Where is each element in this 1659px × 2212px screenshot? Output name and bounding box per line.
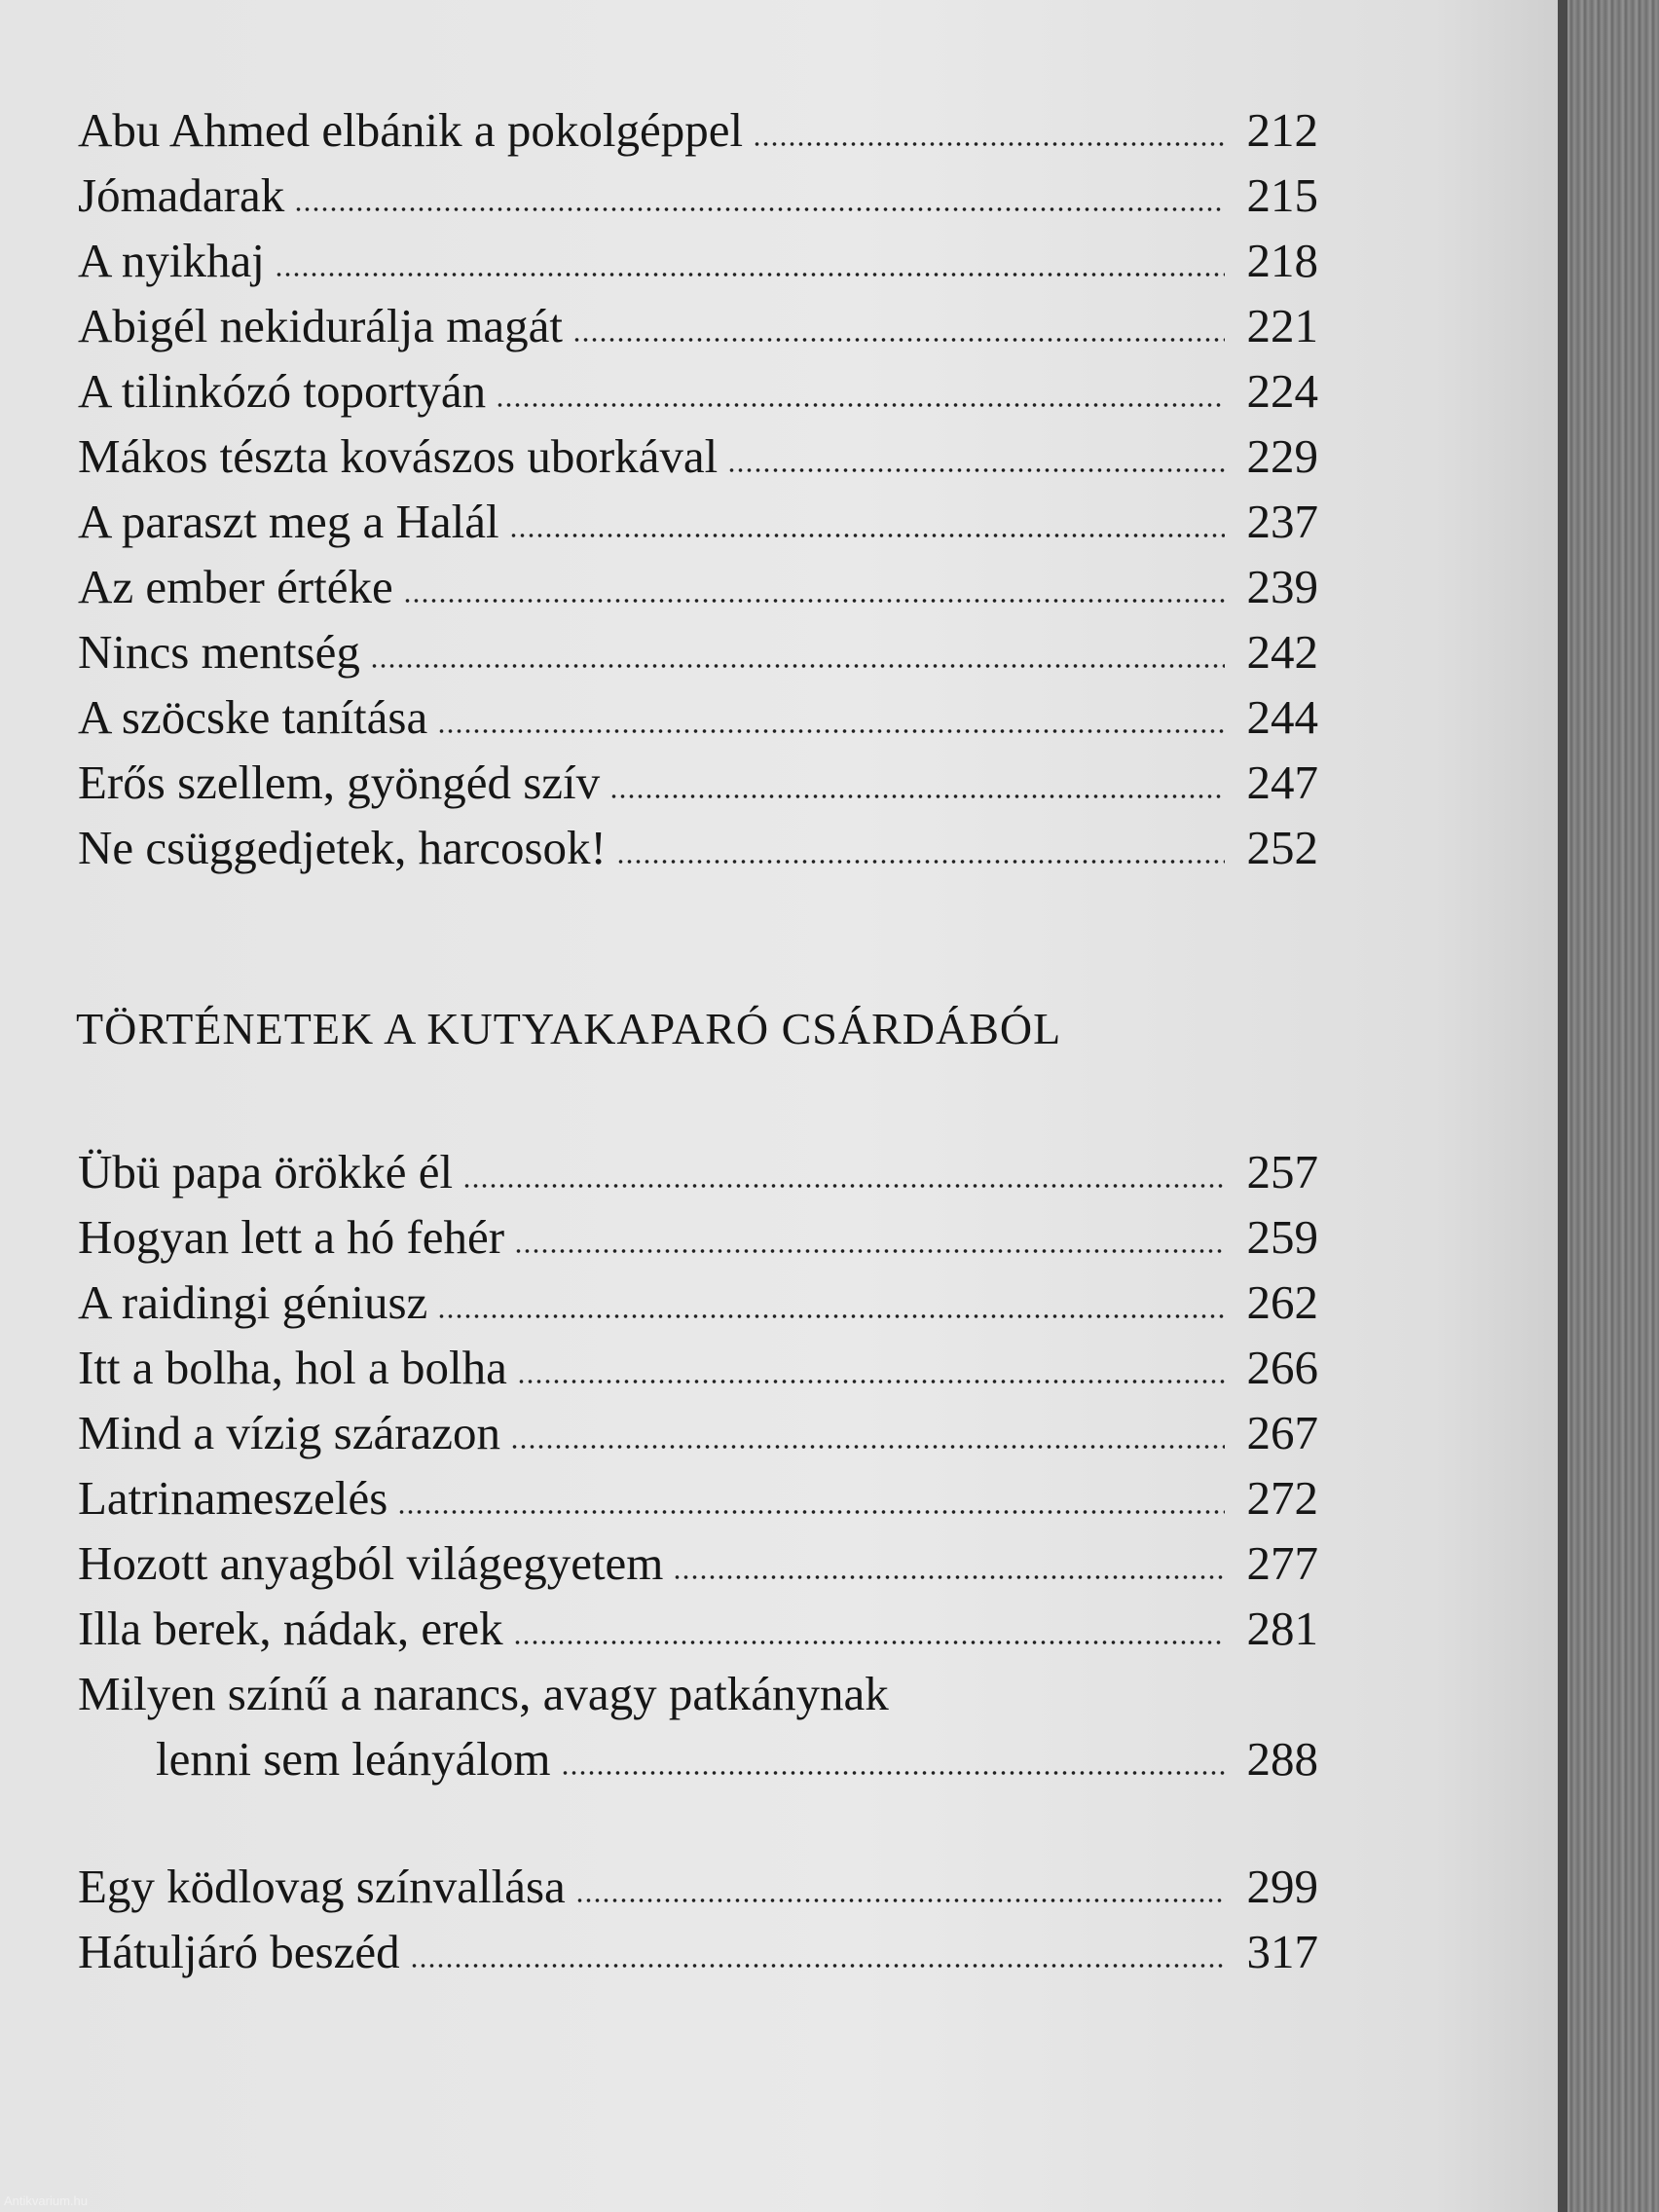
toc-entry-page: 299	[1246, 1860, 1318, 1913]
toc-entry-line2	[78, 1726, 1318, 1791]
toc-entry-title: Nincs mentség	[78, 625, 360, 679]
toc-entry	[78, 424, 1318, 489]
toc-entry	[78, 619, 1318, 684]
toc-entry-title: Az ember értéke	[78, 560, 393, 613]
toc-entry-page: 237	[1246, 495, 1318, 548]
toc-entry	[78, 684, 1318, 750]
toc-entry	[78, 1854, 1318, 1919]
dot-leader	[575, 1899, 1225, 1902]
toc-entry	[78, 750, 1318, 815]
toc-entry	[78, 1335, 1318, 1400]
toc-entry	[78, 815, 1318, 880]
toc-entry	[78, 1530, 1318, 1596]
toc-entry-title: Itt a bolha, hol a bolha	[78, 1341, 507, 1394]
toc-list-c	[78, 1854, 1318, 1984]
toc-entry-title: Abigél nekidurálja magát	[78, 299, 563, 352]
toc-list-a	[78, 97, 1318, 880]
toc-entry-title: Übü papa örökké él	[78, 1145, 454, 1198]
toc-entry-page: 218	[1246, 234, 1318, 287]
toc-entry	[78, 1270, 1318, 1335]
dot-leader	[513, 1641, 1225, 1644]
toc-entry-page: 277	[1246, 1536, 1318, 1590]
toc-entry-title: A paraszt meg a Halál	[78, 495, 499, 548]
dot-leader	[514, 1249, 1225, 1253]
page-edge	[1558, 0, 1659, 2212]
toc-entry-title: Hozott anyagból világegyetem	[78, 1536, 664, 1590]
toc-entry	[78, 97, 1318, 163]
toc-entry-page: 242	[1246, 625, 1318, 679]
toc-entry-title: Jómadarak	[78, 168, 285, 222]
toc-entry	[78, 1400, 1318, 1465]
dot-leader	[437, 1314, 1225, 1318]
toc-entry-title: A szöcske tanítása	[78, 690, 428, 744]
dot-leader	[572, 338, 1225, 342]
dot-leader	[561, 1771, 1226, 1775]
toc-entry-title: Egy ködlovag színvallása	[78, 1860, 566, 1913]
toc-entry	[78, 228, 1318, 293]
toc-entry-page: 262	[1246, 1275, 1318, 1329]
toc-entry	[78, 293, 1318, 358]
toc-entry-title: A raidingi géniusz	[78, 1275, 428, 1329]
dot-leader	[727, 468, 1225, 472]
toc-entry-line1	[78, 1661, 1318, 1726]
toc-entry-page: 247	[1246, 756, 1318, 809]
dot-leader	[294, 207, 1225, 211]
dot-leader	[410, 1964, 1225, 1968]
toc-entry-title: Ne csüggedjetek, harcosok!	[78, 821, 607, 874]
toc-entry-page: 212	[1246, 103, 1318, 157]
toc-entry	[78, 163, 1318, 228]
toc-entry-page: 281	[1246, 1602, 1318, 1655]
toc-entry-page: 215	[1246, 168, 1318, 222]
section-heading: TÖRTÉNETEK A KUTYAKAPARÓ CSÁRDÁBÓL	[76, 1004, 1062, 1053]
toc-entry-page: 267	[1246, 1406, 1318, 1459]
dot-leader	[616, 860, 1225, 864]
toc-entry-page: 259	[1246, 1210, 1318, 1264]
toc-entry-title: lenni sem leányálom	[156, 1732, 551, 1786]
toc-entry-page: 288	[1246, 1732, 1318, 1786]
toc-entry-page: 221	[1246, 299, 1318, 352]
toc-entry-title: Illa berek, nádak, erek	[78, 1602, 503, 1655]
dot-leader	[509, 534, 1225, 537]
dot-leader	[437, 729, 1225, 733]
toc-entry-page: 244	[1246, 690, 1318, 744]
toc-entry-page: 252	[1246, 821, 1318, 874]
dot-leader	[510, 1445, 1225, 1449]
toc-entry	[78, 358, 1318, 424]
toc-entry-page: 224	[1246, 364, 1318, 418]
toc-entry	[78, 554, 1318, 619]
dot-leader	[673, 1575, 1225, 1579]
toc-entry-title: Erős szellem, gyöngéd szív	[78, 756, 601, 809]
toc-entry-page: 239	[1246, 560, 1318, 613]
toc-entry-title: A tilinkózó toportyán	[78, 364, 487, 418]
toc-entry	[78, 1465, 1318, 1530]
toc-entry-title: Abu Ahmed elbánik a pokolgéppel	[78, 103, 744, 157]
dot-leader	[517, 1380, 1225, 1383]
watermark-text: Antikvarium.hu	[4, 2194, 88, 2208]
dot-leader	[609, 794, 1225, 798]
toc-entry-title: Milyen színű a narancs, avagy patkánynak	[78, 1667, 889, 1720]
toc-entry-page: 257	[1246, 1145, 1318, 1198]
toc-entry	[78, 489, 1318, 554]
toc-entry	[78, 1596, 1318, 1661]
toc-entry-title: Latrinameszelés	[78, 1471, 388, 1525]
toc-entry-title: Hogyan lett a hó fehér	[78, 1210, 505, 1264]
toc-entry-title: Hátuljáró beszéd	[78, 1925, 400, 1978]
toc-list-b	[78, 1139, 1318, 1791]
toc-entry-title: Mind a vízig szárazon	[78, 1406, 501, 1459]
toc-entry-page: 272	[1246, 1471, 1318, 1525]
dot-leader	[397, 1510, 1225, 1514]
toc-entry-title: A nyikhaj	[78, 234, 265, 287]
dot-leader	[370, 664, 1225, 668]
toc-entry	[78, 1204, 1318, 1270]
toc-entry	[78, 1919, 1318, 1984]
toc-entry-title: Mákos tészta kovászos uborkával	[78, 429, 719, 483]
dot-leader	[753, 142, 1225, 146]
toc-entry	[78, 1139, 1318, 1204]
toc-entry-page: 317	[1246, 1925, 1318, 1978]
dot-leader	[275, 273, 1225, 276]
dot-leader	[462, 1184, 1225, 1188]
dot-leader	[496, 403, 1225, 407]
toc-entry-page: 266	[1246, 1341, 1318, 1394]
dot-leader	[403, 599, 1225, 603]
toc-entry-page: 229	[1246, 429, 1318, 483]
